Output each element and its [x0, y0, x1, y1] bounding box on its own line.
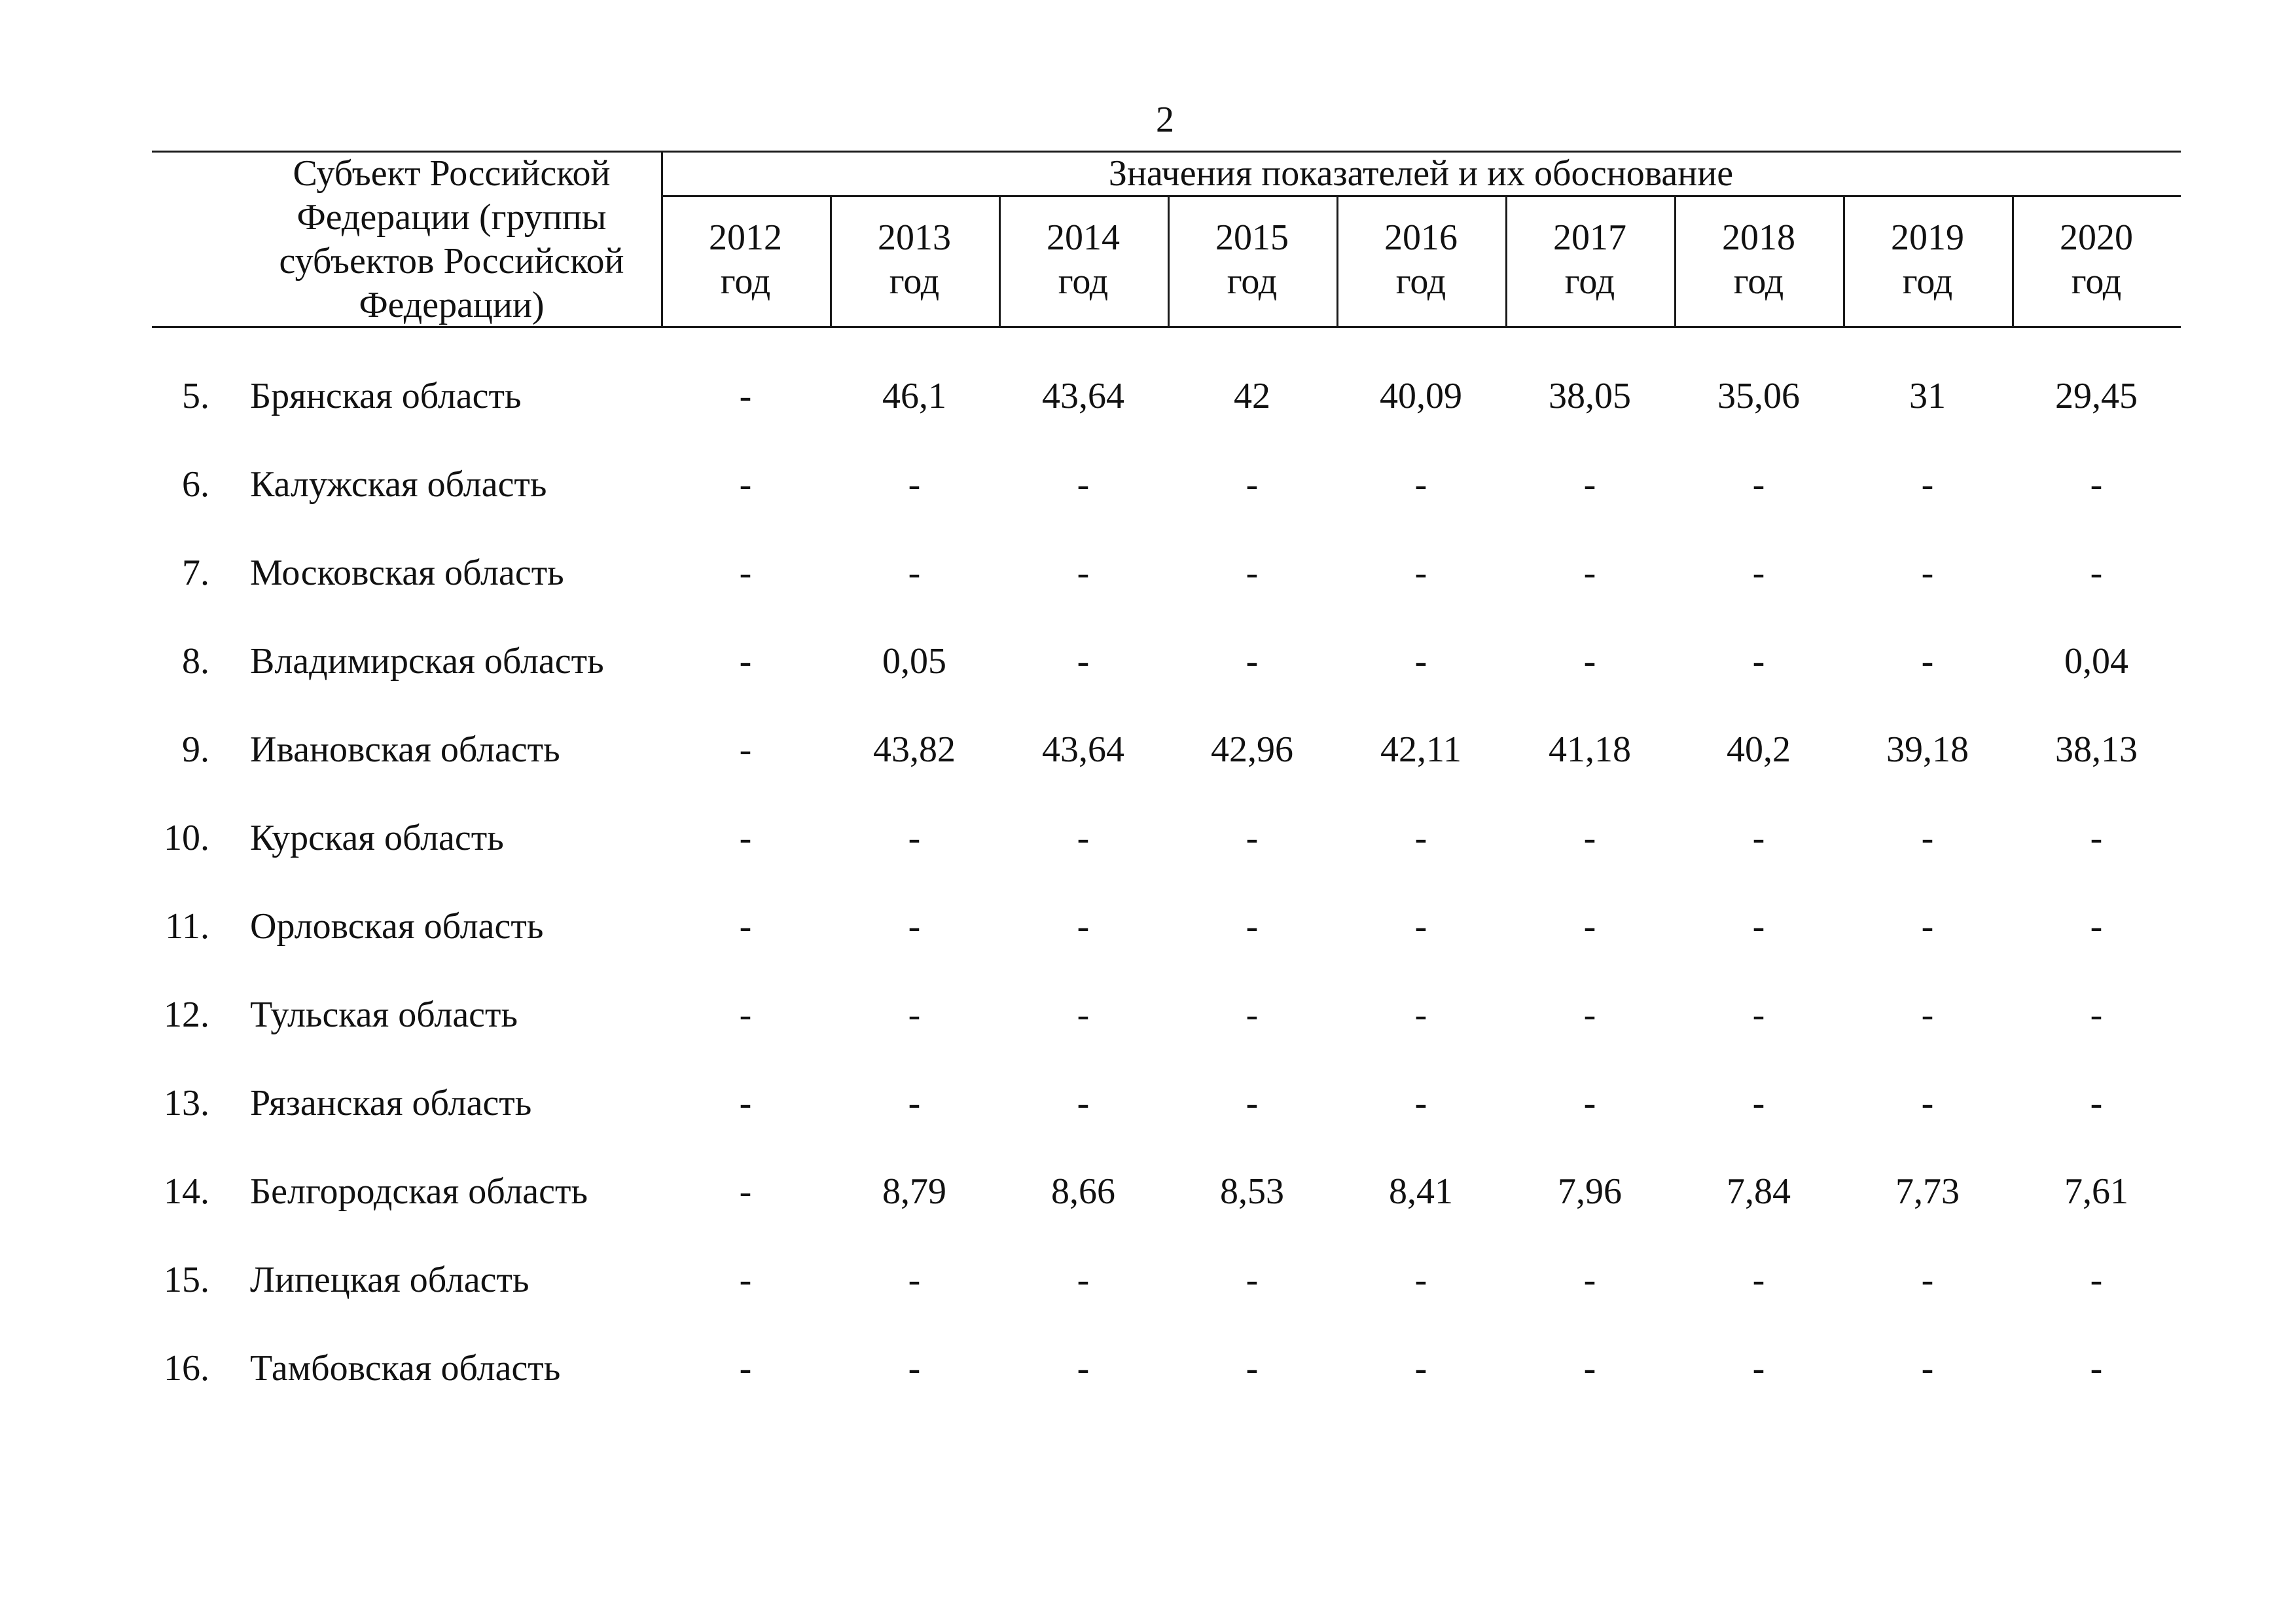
row-number: 12. — [164, 994, 209, 1035]
value-cell: 7,96 — [1558, 1171, 1622, 1212]
value-cell: 42,11 — [1380, 729, 1462, 770]
region-name: Ивановская область — [250, 729, 560, 770]
value-cell: - — [1414, 553, 1427, 593]
value-cell: - — [2090, 464, 2103, 505]
value-cell: - — [1414, 994, 1427, 1035]
year-label: 2018 — [1722, 217, 1795, 258]
value-cell: - — [908, 994, 921, 1035]
table-row — [0, 635, 2296, 687]
page-number: 2 — [1156, 100, 1174, 140]
value-cell: - — [739, 729, 752, 770]
value-cell: 8,53 — [1220, 1171, 1284, 1212]
year-unit-label: год — [1902, 261, 1953, 302]
year-unit-label: год — [2071, 261, 2122, 302]
value-cell: - — [1583, 1083, 1596, 1123]
subject-column-header — [223, 152, 681, 327]
table-row — [0, 547, 2296, 599]
value-cell: - — [1583, 553, 1596, 593]
value-cell: - — [1414, 641, 1427, 682]
subject-header-line: Субъект Российской — [293, 153, 611, 194]
value-cell: - — [1414, 1083, 1427, 1123]
value-cell: - — [739, 1083, 752, 1123]
value-cell: - — [1583, 641, 1596, 682]
value-cell: - — [739, 906, 752, 947]
value-cell: 35,06 — [1717, 376, 1800, 416]
year-unit-label: год — [1564, 261, 1615, 302]
subject-header-line: субъектов Российской — [279, 241, 624, 282]
table-row — [0, 370, 2296, 422]
value-cell: - — [1583, 1260, 1596, 1300]
value-cell: - — [1921, 994, 1934, 1035]
year-header-2016 — [1336, 216, 1505, 304]
value-cell: - — [1246, 818, 1259, 858]
value-cell: - — [1077, 553, 1090, 593]
row-number: 8. — [182, 641, 209, 682]
row-number: 5. — [182, 376, 209, 416]
value-cell: - — [1246, 464, 1259, 505]
value-cell: - — [1077, 994, 1090, 1035]
row-number: 14. — [164, 1171, 209, 1212]
value-cell: 40,09 — [1380, 376, 1462, 416]
value-cell: - — [1752, 906, 1765, 947]
value-cell: 7,73 — [1895, 1171, 1960, 1212]
value-cell: - — [2090, 1260, 2103, 1300]
value-cell: 39,18 — [1886, 729, 1969, 770]
value-cell: - — [908, 818, 921, 858]
year-label: 2015 — [1215, 217, 1289, 258]
year-unit-label: год — [1395, 261, 1446, 302]
row-number: 10. — [164, 818, 209, 858]
value-cell: - — [1752, 553, 1765, 593]
value-cell: - — [2090, 994, 2103, 1035]
value-cell: 7,84 — [1727, 1171, 1791, 1212]
value-cell: - — [908, 464, 921, 505]
value-cell: - — [1921, 1348, 1934, 1389]
value-cell: 43,64 — [1042, 376, 1124, 416]
year-label: 2020 — [2060, 217, 2133, 258]
region-name: Курская область — [250, 818, 504, 858]
value-cell: - — [2090, 1083, 2103, 1123]
value-cell: - — [2090, 1348, 2103, 1389]
value-cell: - — [1077, 1348, 1090, 1389]
value-cell: 31 — [1909, 376, 1946, 416]
year-label: 2019 — [1891, 217, 1964, 258]
value-cell: 41,18 — [1549, 729, 1631, 770]
year-header-2015 — [1168, 216, 1336, 304]
value-cell: - — [1752, 1260, 1765, 1300]
value-cell: 42 — [1234, 376, 1270, 416]
value-cell: 43,82 — [873, 729, 956, 770]
value-cell: - — [1246, 1348, 1259, 1389]
year-header-2019 — [1843, 216, 2012, 304]
value-cell: - — [908, 1348, 921, 1389]
value-cell: 43,64 — [1042, 729, 1124, 770]
value-cell: - — [739, 641, 752, 682]
region-name: Орловская область — [250, 906, 544, 947]
value-cell: - — [1921, 553, 1934, 593]
value-cell: - — [1583, 994, 1596, 1035]
value-cell: - — [1752, 1348, 1765, 1389]
value-cell: - — [1583, 1348, 1596, 1389]
year-unit-label: год — [1058, 261, 1109, 302]
table-row — [0, 989, 2296, 1041]
header-subrule — [661, 195, 2181, 197]
row-number: 6. — [182, 464, 209, 505]
value-cell: - — [739, 1348, 752, 1389]
value-cell: - — [1921, 818, 1934, 858]
region-name: Рязанская область — [250, 1083, 532, 1123]
value-cell: - — [739, 376, 752, 416]
value-cell: - — [739, 464, 752, 505]
value-cell: - — [1077, 906, 1090, 947]
value-cell: - — [1246, 641, 1259, 682]
subject-header-line: Федерации) — [359, 285, 545, 325]
value-cell: 8,41 — [1389, 1171, 1453, 1212]
year-unit-label: год — [1227, 261, 1278, 302]
value-cell: - — [1752, 641, 1765, 682]
value-cell: - — [1752, 1083, 1765, 1123]
value-cell: - — [1414, 906, 1427, 947]
value-cell: 40,2 — [1727, 729, 1791, 770]
region-name: Московская область — [250, 553, 564, 593]
row-number: 15. — [164, 1260, 209, 1300]
value-cell: - — [1752, 994, 1765, 1035]
value-cell: - — [1752, 818, 1765, 858]
value-cell: - — [1246, 906, 1259, 947]
value-cell: - — [1246, 1083, 1259, 1123]
year-unit-label: год — [720, 261, 771, 302]
value-cell: - — [1246, 994, 1259, 1035]
year-label: 2012 — [709, 217, 782, 258]
value-cell: - — [739, 994, 752, 1035]
value-cell: - — [1077, 1260, 1090, 1300]
value-cell: - — [1583, 464, 1596, 505]
value-cell: - — [908, 1083, 921, 1123]
year-unit-label: год — [889, 261, 940, 302]
year-header-2012 — [661, 216, 830, 304]
table-row — [0, 812, 2296, 864]
value-cell: 7,61 — [2064, 1171, 2128, 1212]
value-cell: - — [1414, 1260, 1427, 1300]
year-unit-label: год — [1733, 261, 1784, 302]
value-cell: 38,13 — [2055, 729, 2138, 770]
year-header-2020 — [2012, 216, 2181, 304]
value-cell: - — [1246, 553, 1259, 593]
value-cell: - — [1077, 1083, 1090, 1123]
value-cell: 8,66 — [1051, 1171, 1115, 1212]
value-cell: - — [1583, 818, 1596, 858]
value-cell: - — [1921, 906, 1934, 947]
region-name: Тамбовская область — [250, 1348, 561, 1389]
value-cell: - — [1921, 1083, 1934, 1123]
year-label: 2016 — [1384, 217, 1458, 258]
table-row — [0, 1254, 2296, 1306]
year-header-2014 — [999, 216, 1168, 304]
table-row — [0, 458, 2296, 511]
value-cell: 8,79 — [882, 1171, 946, 1212]
value-cell: - — [908, 1260, 921, 1300]
value-cell: 0,04 — [2064, 641, 2128, 682]
value-cell: 0,05 — [882, 641, 946, 682]
region-name: Белгородская область — [250, 1171, 588, 1212]
region-name: Калужская область — [250, 464, 547, 505]
subject-header-line: Федерации (группы — [296, 197, 607, 238]
table-row — [0, 723, 2296, 776]
value-cell: - — [2090, 818, 2103, 858]
value-cell: - — [739, 1260, 752, 1300]
year-header-2017 — [1505, 216, 1674, 304]
row-number: 9. — [182, 729, 209, 770]
value-cell: - — [908, 906, 921, 947]
value-cell: - — [1077, 818, 1090, 858]
value-cell: 29,45 — [2055, 376, 2138, 416]
table-row — [0, 1342, 2296, 1395]
value-cell: - — [739, 818, 752, 858]
value-cell: - — [1752, 464, 1765, 505]
row-number: 16. — [164, 1348, 209, 1389]
region-name: Брянская область — [250, 376, 522, 416]
table-row — [0, 1165, 2296, 1218]
region-name: Липецкая область — [250, 1260, 529, 1300]
value-cell: - — [1583, 906, 1596, 947]
year-label: 2014 — [1047, 217, 1120, 258]
value-cell: 46,1 — [882, 376, 946, 416]
row-number: 13. — [164, 1083, 209, 1123]
value-cell: - — [1414, 464, 1427, 505]
value-cell: - — [1414, 818, 1427, 858]
value-cell: 38,05 — [1549, 376, 1631, 416]
year-label: 2013 — [878, 217, 951, 258]
year-header-2018 — [1674, 216, 1843, 304]
region-name: Владимирская область — [250, 641, 604, 682]
value-cell: - — [1414, 1348, 1427, 1389]
table-row — [0, 900, 2296, 953]
value-cell: - — [2090, 906, 2103, 947]
table-row — [0, 1077, 2296, 1129]
value-cell: - — [739, 553, 752, 593]
value-cell: - — [739, 1171, 752, 1212]
values-column-header: Значения показателей и их обоснование — [1108, 153, 1734, 194]
value-cell: - — [2090, 553, 2103, 593]
value-cell: - — [1921, 1260, 1934, 1300]
year-label: 2017 — [1553, 217, 1626, 258]
value-cell: 42,96 — [1211, 729, 1293, 770]
row-number: 11. — [165, 906, 209, 947]
value-cell: - — [908, 553, 921, 593]
value-cell: - — [1921, 464, 1934, 505]
value-cell: - — [1077, 464, 1090, 505]
value-cell: - — [1246, 1260, 1259, 1300]
row-number: 7. — [182, 553, 209, 593]
value-cell: - — [1077, 641, 1090, 682]
region-name: Тульская область — [250, 994, 518, 1035]
year-header-2013 — [830, 216, 999, 304]
value-cell: - — [1921, 641, 1934, 682]
